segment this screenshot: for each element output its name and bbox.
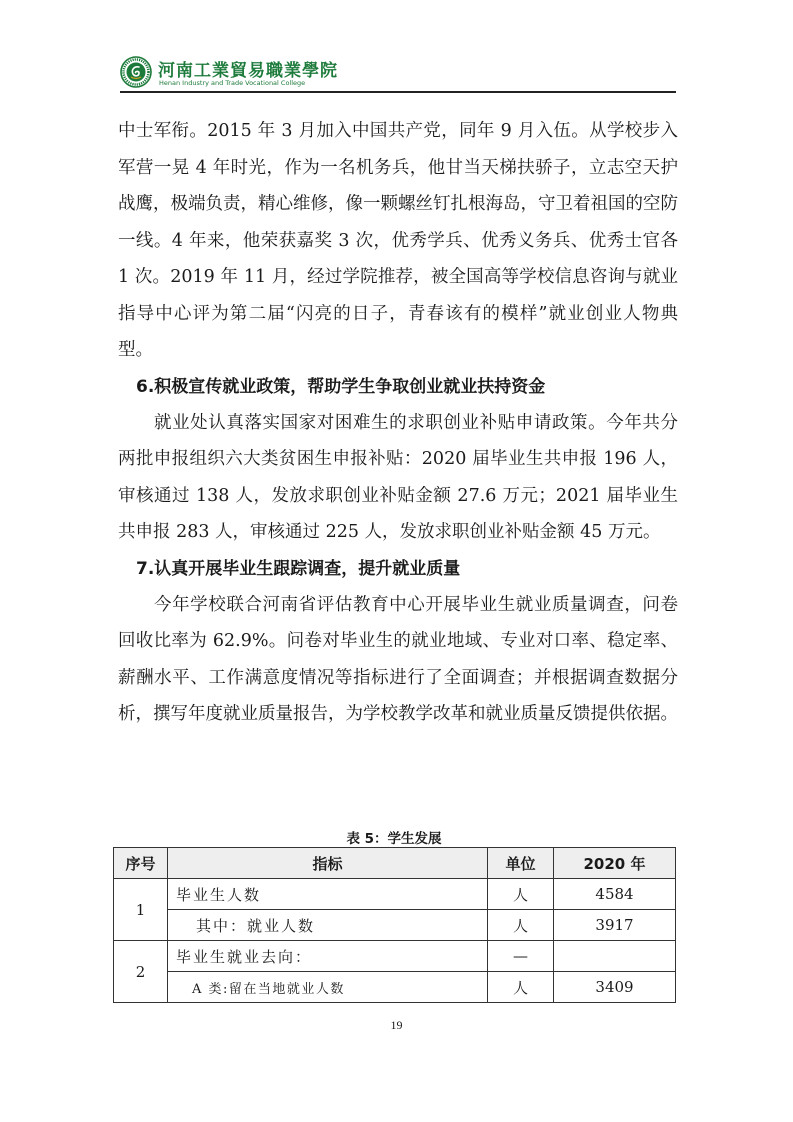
row-unit: 人 [488,879,554,910]
row-indicator: A 类:留在当地就业人数 [168,972,488,1003]
row-value: 3917 [554,910,676,941]
row-value: 4584 [554,879,676,910]
row-value: 3409 [554,972,676,1003]
row-indicator: 毕业生就业去向： [168,941,488,972]
row-unit: 人 [488,910,554,941]
row-unit: 人 [488,972,554,1003]
paragraph-tracking-survey: 今年学校联合河南省评估教育中心开展毕业生就业质量调查，问卷回收比率为 62.9%。问卷对毕业生的就业地域、专业对口率、稳定率、薪酬水平、工作满意度情况等指标进行了全面调查；并根据调查数据分析，撰写年度就业质量报告，为学校教学改革和就业质量反馈提供依据。 [118,594,678,724]
column-header-unit: 单位 [488,848,554,879]
paragraph-subsidy-policy: 就业处认真落实国家对困难生的求职创业补贴申请政策。今年共分两批申报组织六大类贫困生申报补贴：2020 届毕业生共申报 196 人，审核通过 138 人，发放求职创业补贴金额 27.6 万元；2021 届毕业生共申报 283 人，审核通过 225 人，发放求职创业补贴金额 45 万元。 [118,412,678,542]
table-row [114,910,676,941]
page-number: 19 [390,1018,403,1032]
column-header-year: 2020 年 [554,848,676,879]
page-header [120,54,676,94]
college-name-english: Henan Industry and Trade Vocational College [159,79,306,87]
row-value [554,941,676,972]
row-indicator: 其中：就业人数 [168,910,488,941]
paragraph-soldier-story: 中士军衔。2015 年 3 月加入中国共产党，同年 9 月入伍。从学校步入军营一晃 4 年时光，作为一名机务兵，他甘当天梯扶骄子，立志空天护战鹰，极端负责，精心维修，像一颗螺丝钉扎根海岛，守卫着祖国的空防一线。4 年来，他荣获嘉奖 3 次，优秀学兵、优秀义务兵、优秀士官各 1 次。2019 年 11 月，经过学院推荐，被全国高等学校信息咨询与就业指导中心评为第二届“闪亮的日子，青春该有的模样”就业创业人物典型。 [118,121,678,360]
table-row [114,972,676,1003]
table-row [114,941,676,972]
table-row [114,879,676,910]
table-caption: 表 5：学生发展 [346,831,442,847]
column-header-indicator: 指标 [168,848,488,879]
header-divider [120,91,676,93]
row-index: 2 [114,941,168,1003]
section-heading-6: 6.积极宣传就业政策，帮助学生争取创业就业扶持资金 [136,376,546,397]
student-development-table [113,847,676,1003]
college-emblem-icon [120,56,152,88]
college-name-chinese: 河南工業貿易職業學院 [158,61,338,81]
document-body [118,113,678,733]
column-header-index: 序号 [114,848,168,879]
row-index: 1 [114,879,168,941]
row-unit: — [488,941,554,972]
row-indicator: 毕业生人数 [168,879,488,910]
section-heading-7: 7.认真开展毕业生跟踪调查，提升就业质量 [136,558,461,579]
table-header-row [114,848,676,879]
